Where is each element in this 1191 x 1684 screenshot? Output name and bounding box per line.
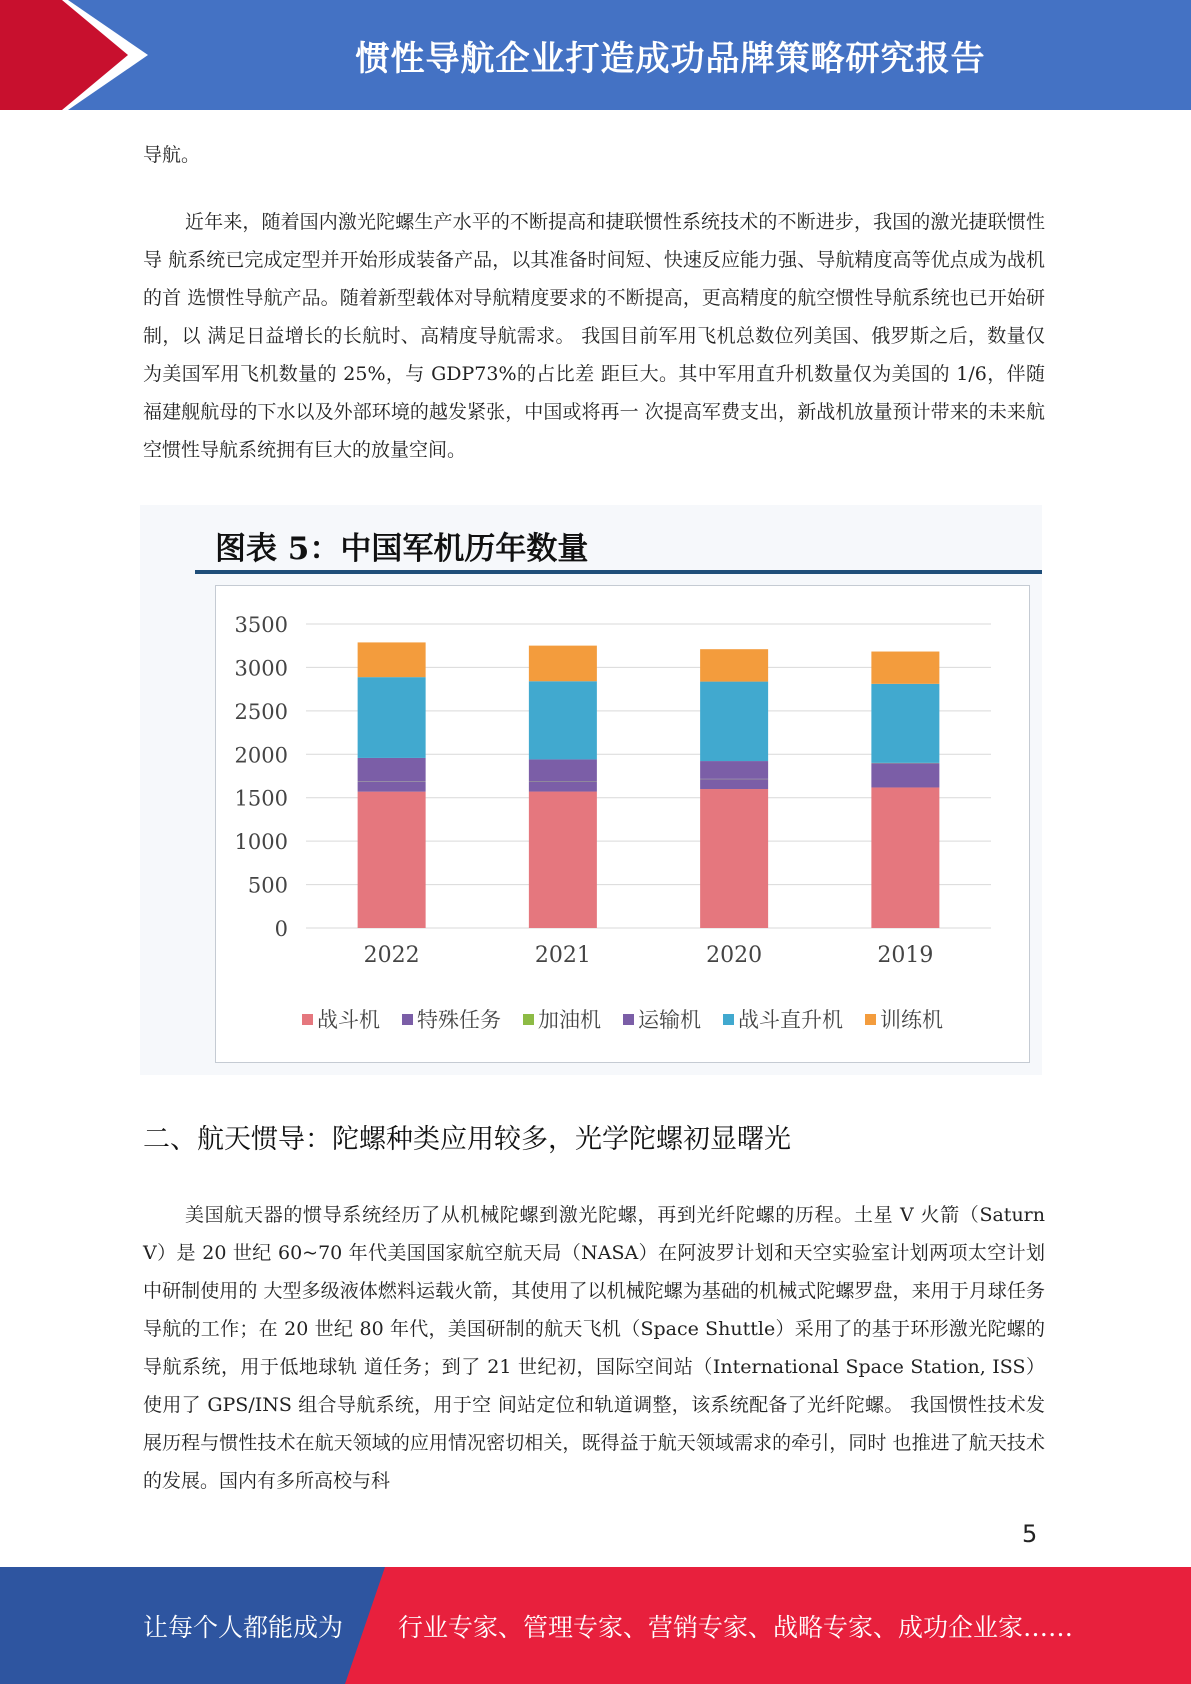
bar-segment (529, 782, 597, 792)
legend-item (623, 1004, 701, 1034)
bar-segment (529, 759, 597, 781)
bar-segment (529, 646, 597, 682)
paragraph-aerospace: 美国航天器的惯导系统经历了从机械陀螺到激光陀螺，再到光纤陀螺的历程。土星 V 火箭（Saturn V）是 20 世纪 60~70 年代美国国家航空航天局（NASA）在阿波罗计划和天空实验室计划两项太空计划中研制使用的 大型多级液体燃料运载火箭，其使用了以机械陀螺为基础的机械式陀螺罗盘，来用于月球任务导航的工作；在 20 世纪 80 年代，美国研制的航天飞机（Space Shuttle）采用了的基于环形激光陀螺的导航系统，用于低地球轨 道任务；到了 21 世纪初，国际空间站（International Space Station, ISS）使用了 GPS/INS 组合导航系统，用于空 间站定位和轨道调整，该系统配备了光纤陀螺。 我国惯性技术发展历程与惯性技术在航天领域的应用情况密切相关，既得益于航天领域需求的牵引，同时 也推进了航天技术的发展。国内有多所高校与科 (143, 1204, 1045, 1492)
legend-swatch (723, 1014, 734, 1025)
footer-slogan-left: 让每个人都能成为 (143, 1612, 344, 1642)
bar-segment (358, 677, 426, 758)
legend-swatch (302, 1014, 313, 1025)
y-tick-label: 500 (247, 873, 288, 898)
bar-segment (529, 681, 597, 759)
chart-frame (215, 585, 1030, 1063)
bar-segment (358, 642, 426, 677)
bar-segment (700, 649, 768, 681)
figure-title: 图表 5：中国军机历年数量 (215, 531, 589, 567)
legend-label: 战斗直升机 (738, 1008, 843, 1032)
y-tick-label: 1000 (234, 830, 288, 855)
legend-label: 训练机 (880, 1008, 943, 1032)
y-tick-label: 3000 (234, 656, 288, 681)
stacked-bar-chart (216, 586, 1029, 1062)
y-tick-label: 0 (274, 917, 288, 941)
bar-segment (871, 787, 939, 928)
chart-legend (216, 1004, 1029, 1034)
page-number: 5 (1022, 1520, 1038, 1548)
header-title: 惯性导航企业打造成功品牌策略研究报告 (355, 38, 986, 79)
bar-segment (358, 792, 426, 928)
paragraph-aviation: 近年来，随着国内激光陀螺生产水平的不断提高和捷联惯性系统技术的不断进步，我国的激光捷联惯性导 航系统已完成定型并开始形成装备产品，以其准备时间短、快速反应能力强、导航精度高等优点成为战机的首 选惯性导航产品。随着新型载体对导航精度要求的不断提高，更高精度的航空惯性导航系统也已开始研制，以 满足日益增长的长航时、高精度导航需求。 我国目前军用飞机总数位列美国、俄罗斯之后，数量仅为美国军用飞机数量的 25%，与 GDP73%的占比差 距巨大。其中军用直升机数量仅为美国的 1/6，伴随福建舰航母的下水以及外部环境的越发紧张，中国或将再一 次提高军费支出，新战机放量预计带来的未来航空惯性导航系统拥有巨大的放量空间。 (143, 211, 1045, 461)
section-heading: 二、航天惯导：陀螺种类应用较多，光学陀螺初显曙光 (143, 1124, 791, 1155)
legend-swatch (523, 1014, 534, 1025)
bar-segment (358, 758, 426, 781)
y-tick-label: 3500 (234, 613, 288, 637)
legend-item (865, 1004, 943, 1034)
bar-segment (358, 782, 426, 792)
page-header (0, 0, 1191, 110)
y-tick-label: 1500 (234, 786, 288, 811)
x-tick-label: 2020 (706, 943, 763, 968)
legend-item (402, 1004, 501, 1034)
figure-title-rule (195, 570, 1042, 574)
y-tick-label: 2500 (234, 699, 288, 724)
legend-item (523, 1004, 601, 1034)
footer-slogan-right: 行业专家、管理专家、营销专家、战略专家、成功企业家…… (398, 1612, 1074, 1642)
legend-label: 加油机 (538, 1008, 601, 1032)
legend-label: 战斗机 (317, 1008, 380, 1032)
legend-item (302, 1004, 380, 1034)
paragraph-continuation: 导航。 (143, 144, 201, 166)
page-footer (0, 1567, 1191, 1684)
legend-swatch (623, 1014, 634, 1025)
x-tick-label: 2019 (877, 943, 934, 968)
legend-swatch (865, 1014, 876, 1025)
bar-segment (700, 789, 768, 928)
bar-segment (529, 792, 597, 928)
figure-chart (140, 505, 1042, 1075)
bar-segment (871, 684, 939, 763)
legend-item (723, 1004, 843, 1034)
legend-label: 运输机 (638, 1008, 701, 1032)
bar-segment (700, 761, 768, 779)
bar-segment (871, 652, 939, 684)
legend-label: 特殊任务 (417, 1008, 501, 1032)
y-tick-label: 2000 (234, 743, 288, 768)
x-tick-label: 2021 (534, 943, 591, 968)
bar-segment (871, 763, 939, 787)
bar-segment (700, 682, 768, 761)
x-tick-label: 2022 (363, 943, 420, 968)
bar-segment (700, 779, 768, 789)
legend-swatch (402, 1014, 413, 1025)
